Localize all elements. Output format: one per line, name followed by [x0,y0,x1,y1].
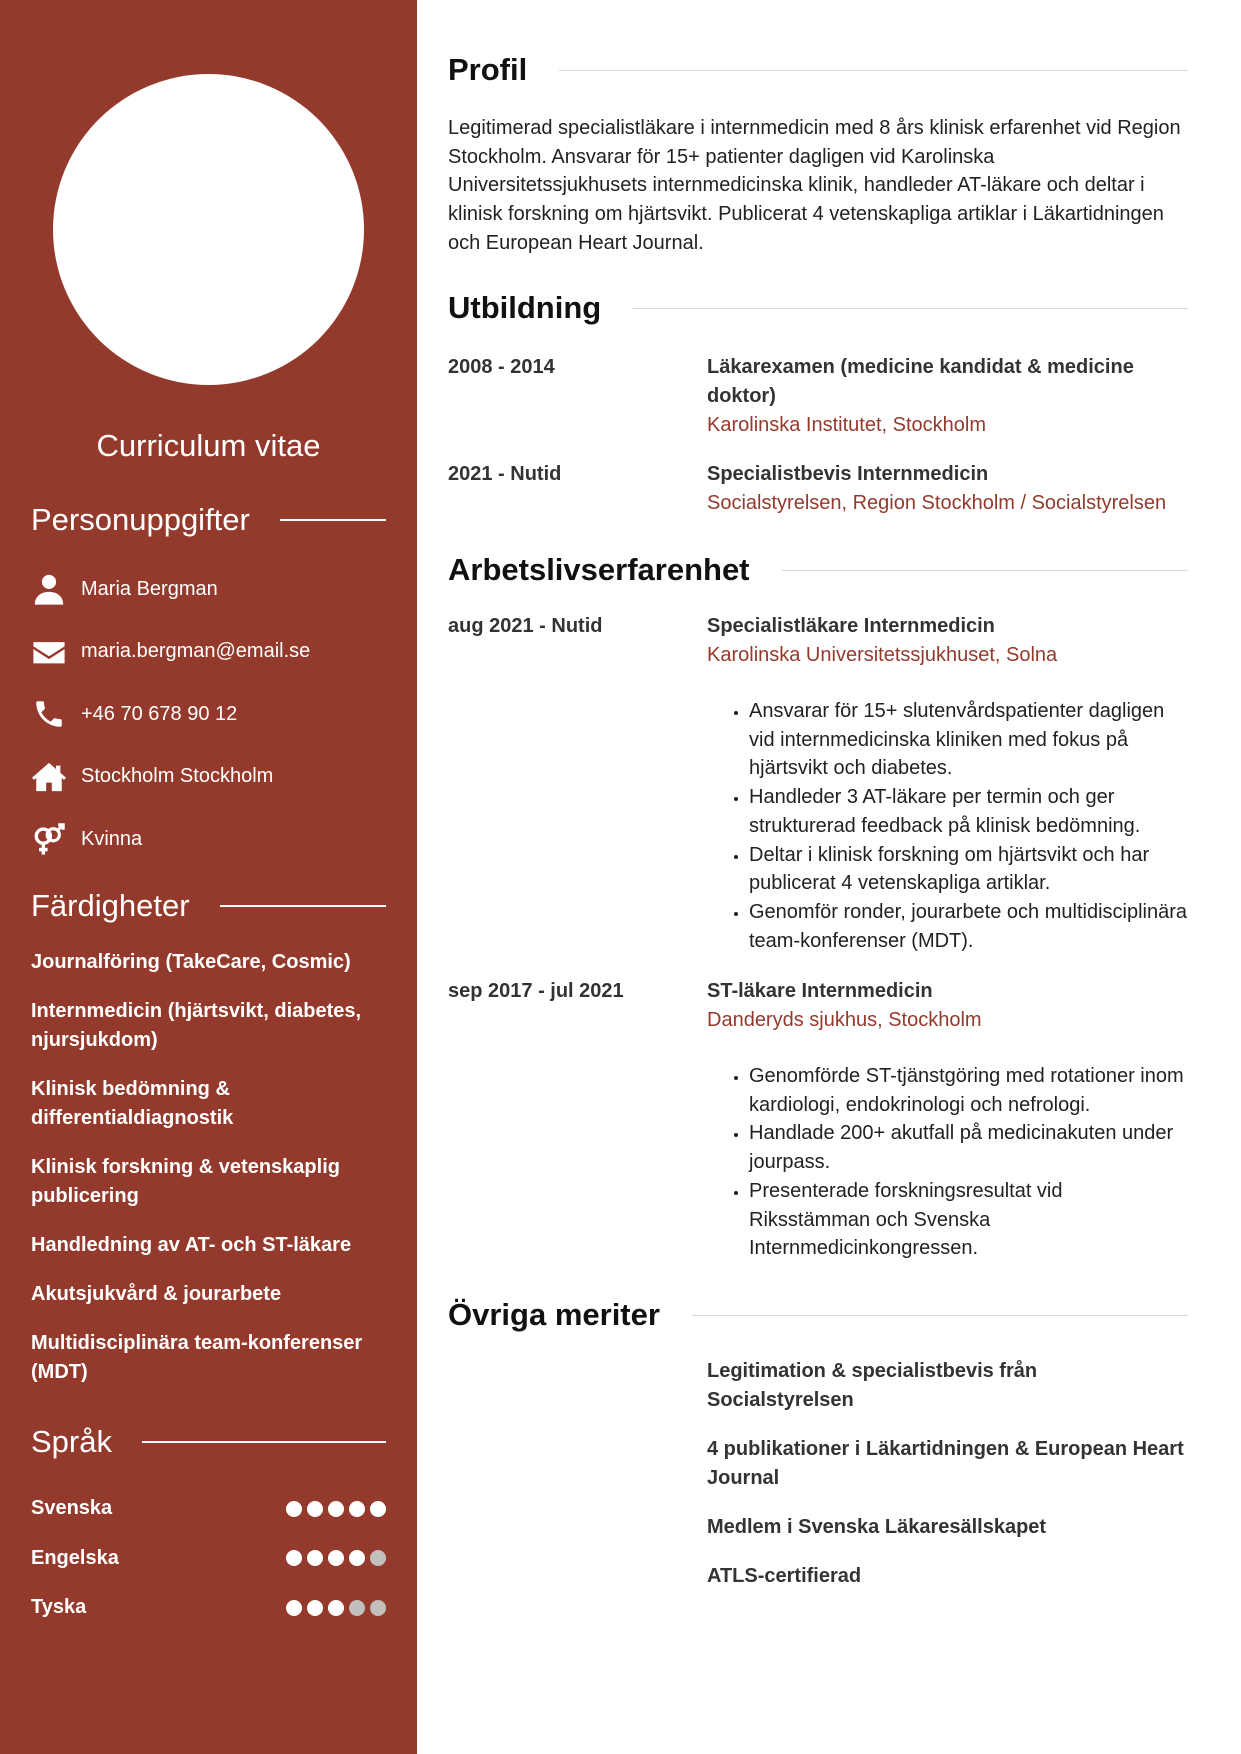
level-dot-empty [370,1600,386,1616]
entry-date: aug 2021 - Nutid [448,615,603,637]
merits-heading-label: Övriga meriter [448,1297,660,1332]
level-dot-empty [349,1600,365,1616]
contact-text[interactable]: maria.bergman@email.se [81,640,311,663]
contact-text: Stockholm Stockholm [81,765,274,788]
contact-gender [31,808,386,871]
heading-divider [633,308,1188,309]
heading-divider [220,905,386,907]
gender-icon [31,821,67,857]
entry-organization: Karolinska Universitetssjukhuset, Solna [707,644,1058,666]
personal-info-heading-label: Personuppgifter [31,502,250,537]
level-dot-filled [349,1501,365,1517]
bullet-item: • Genomförde ST-tjänstgöring med rotationer inom kardiologi, endokrinologi och nefrologi. [749,1062,1188,1119]
merits-list [707,1357,1188,1611]
heading-divider [142,1441,386,1443]
experience-heading-label: Arbetslivserfarenhet [448,552,750,587]
languages-heading [31,1424,386,1460]
entry-body [707,977,1188,1263]
entry-organization: Karolinska Institutet, Stockholm [707,414,987,436]
merit-item: ATLS-certifierad [707,1565,862,1587]
profile-heading-label: Profil [448,52,528,87]
language-level-dots [286,1501,386,1517]
sidebar [0,0,417,1754]
level-dot-filled [307,1600,323,1616]
entry-title: ST-läkare Internmedicin [707,980,933,1002]
level-dot-filled [328,1600,344,1616]
merit-item: Legitimation & specialistbevis från Socialstyrelsen [707,1360,1038,1411]
heading-divider [692,1315,1188,1316]
language-name: Svenska [31,1497,113,1520]
profile-photo-placeholder [53,74,364,385]
skills-list [31,948,391,1407]
entry-date: 2021 - Nutid [448,463,562,485]
level-dot-filled [286,1501,302,1517]
envelope-icon [31,634,67,670]
languages-list [31,1484,386,1633]
bullet-item: • Ansvarar för 15+ slutenvårdspatienter dagligen vid internmedicinska kliniken med fokus på hjärtsvikt och diabetes. [749,697,1188,783]
bullet-item: • Presenterade forskningsresultat vid Riksstämman och Svenska Internmedicinkongressen. [749,1177,1188,1263]
bullet-item: • Handlade 200+ akutfall på medicinakuten under jourpass. [749,1119,1188,1176]
contact-text: Kvinna [81,827,143,850]
level-dot-filled [307,1550,323,1566]
level-dot-empty [370,1550,386,1566]
skill-item: Klinisk bedömning & differentialdiagnostik [31,1078,234,1129]
entry-title: Specialistläkare Internmedicin [707,615,995,637]
merit-item: 4 publikationer i Läkartidningen & European Heart Journal [707,1438,1184,1489]
level-dot-filled [328,1501,344,1517]
entry-body [707,460,1188,518]
languages-heading-label: Språk [31,1424,112,1459]
skill-item: Handledning av AT- och ST-läkare [31,1234,352,1256]
level-dot-filled [328,1550,344,1566]
merit-item: Medlem i Svenska Läkaresällskapet [707,1516,1047,1538]
entry-body [707,612,1188,955]
level-dot-filled [286,1600,302,1616]
bullet-item: • Genomför ronder, jourarbete och multidisciplinära team-konferenser (MDT). [749,898,1188,955]
language-row [31,1583,386,1633]
experience-heading [448,552,1188,588]
skill-item: Klinisk forskning & vetenskaplig publicering [31,1156,340,1207]
education-heading-label: Utbildning [448,290,602,325]
skills-heading-label: Färdigheter [31,888,190,923]
home-icon [31,759,67,795]
contact-phone [31,683,386,746]
merits-heading [448,1297,1188,1333]
language-name: Tyska [31,1596,87,1619]
cv-title: Curriculum vitae [96,428,321,463]
personal-info-heading [31,502,386,538]
contact-text: Maria Bergman [81,577,218,600]
phone-icon [31,696,67,732]
language-row [31,1484,386,1534]
contact-text[interactable]: +46 70 678 90 12 [81,702,238,725]
contact-email [31,621,386,684]
contact-list [31,558,386,871]
profile-text: Legitimerad specialistläkare i internmedicin med 8 års klinisk erfarenhet vid Region Stockholm. Ansvarar för 15+ patienter dagligen vid Karolinska Universitetssjukhusets internmedicinska klinik, handleder AT-läkare och deltar i klinisk forskning om hjärtsvikt. Publicerat 4 vetenskapliga artiklar i Läkartidningen och European Heart Journal. [448,117,1181,254]
language-name: Engelska [31,1546,119,1569]
heading-divider [280,519,386,521]
entry-date: 2008 - 2014 [448,356,555,378]
language-row [31,1534,386,1584]
skill-item: Multidisciplinära team-konferenser (MDT) [31,1332,363,1383]
skill-item: Akutsjukvård & jourarbete [31,1283,282,1305]
profile-heading [448,52,1188,88]
level-dot-filled [370,1501,386,1517]
skills-heading [31,888,386,924]
bullet-item: • Handleder 3 AT-läkare per termin och ger strukturerad feedback på klinisk bedömning. [749,783,1188,840]
person-icon [31,571,67,607]
entry-organization: Socialstyrelsen, Region Stockholm / Socialstyrelsen [707,492,1167,514]
language-level-dots [286,1550,386,1566]
entry-body [707,353,1188,440]
education-heading [448,290,1188,326]
entry-date: sep 2017 - jul 2021 [448,980,624,1002]
skill-item: Journalföring (TakeCare, Cosmic) [31,951,351,973]
entry-title: Specialistbevis Internmedicin [707,463,989,485]
entry-organization: Danderyds sjukhus, Stockholm [707,1009,982,1031]
level-dot-filled [307,1501,323,1517]
entry-title: Läkarexamen (medicine kandidat & medicine doktor) [707,356,1134,407]
level-dot-filled [286,1550,302,1566]
entry-bullets [707,697,1188,955]
heading-divider [559,70,1188,71]
skill-item: Internmedicin (hjärtsvikt, diabetes, njursjukdom) [31,1000,362,1051]
heading-divider [782,570,1188,571]
contact-address [31,746,386,809]
entry-bullets [707,1062,1188,1263]
language-level-dots [286,1600,386,1616]
level-dot-filled [349,1550,365,1566]
contact-name [31,558,386,621]
bullet-item: • Deltar i klinisk forskning om hjärtsvikt och har publicerat 4 vetenskapliga artiklar. [749,841,1188,898]
